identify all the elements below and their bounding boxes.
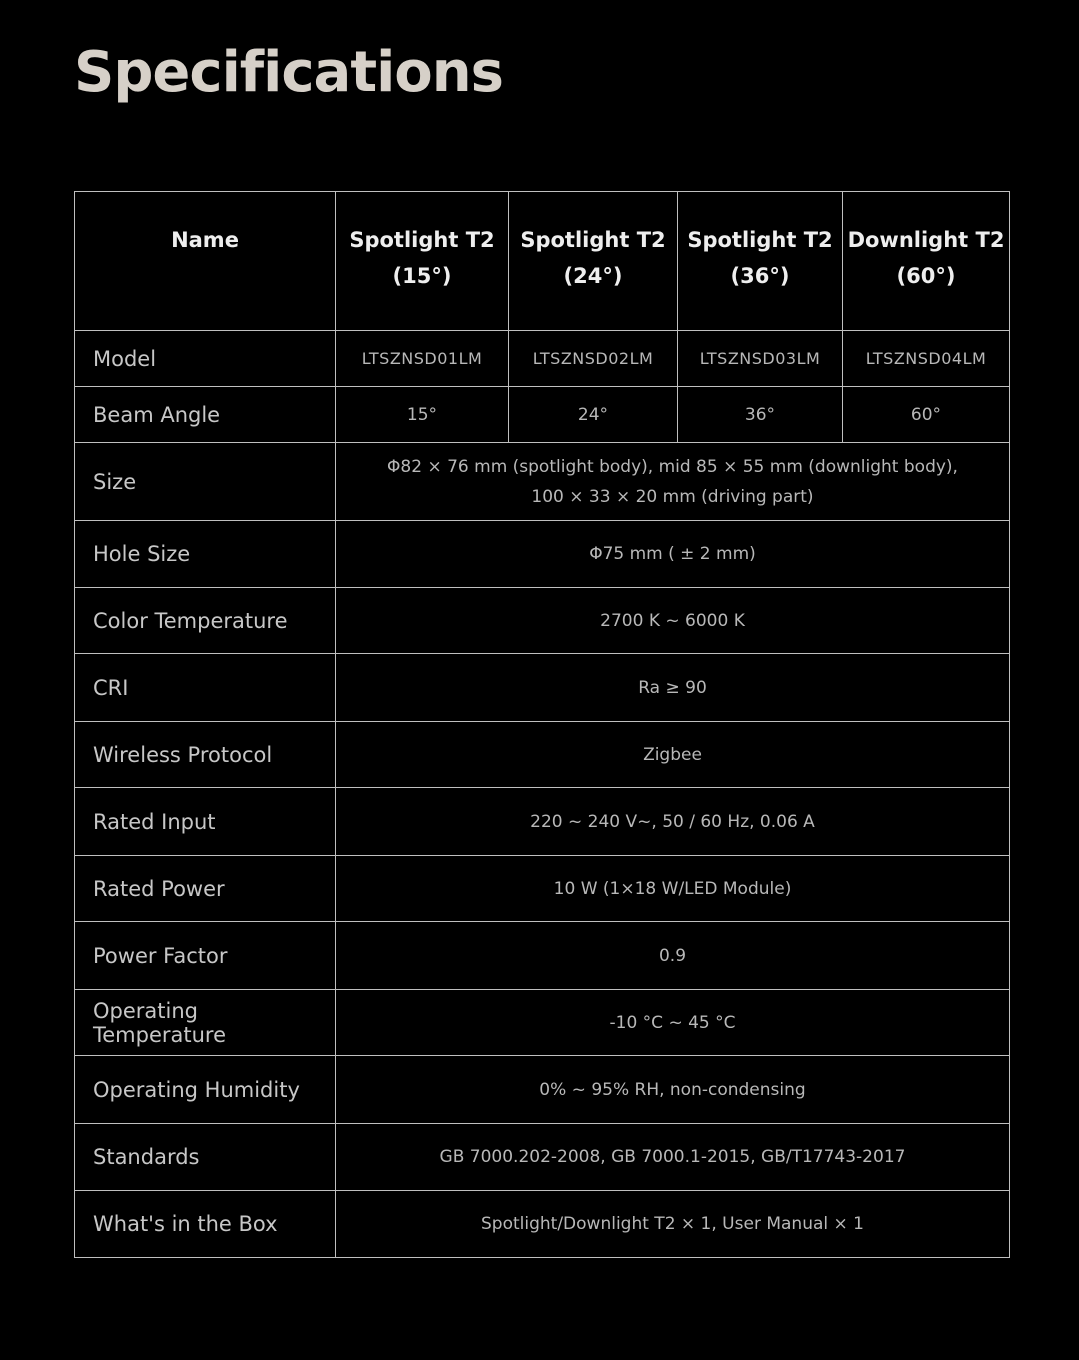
row-label: Size xyxy=(75,443,336,521)
row-value: 24° xyxy=(509,387,678,443)
header-model-spotlight-36 xyxy=(678,192,843,331)
row-label: Hole Size xyxy=(75,521,336,588)
row-label: Wireless Protocol xyxy=(75,722,336,788)
row-label: CRI xyxy=(75,654,336,722)
row-value: LTSZNSD02LM xyxy=(509,331,678,387)
row-value: Ra ≥ 90 xyxy=(336,654,1010,722)
table-row-operating-humidity xyxy=(75,1056,1010,1124)
table-row-color-temperature xyxy=(75,588,1010,654)
row-label: Standards xyxy=(75,1124,336,1191)
table-header-row xyxy=(75,192,1010,331)
table-row-beam-angle xyxy=(75,387,1010,443)
row-value: LTSZNSD01LM xyxy=(336,331,509,387)
row-value: LTSZNSD04LM xyxy=(843,331,1010,387)
header-model-spotlight-15 xyxy=(336,192,509,331)
header-model-angle: (24°) xyxy=(563,264,623,288)
row-label: Model xyxy=(75,331,336,387)
row-value: 0.9 xyxy=(336,922,1010,990)
row-value: Zigbee xyxy=(336,722,1010,788)
row-value: Spotlight/Downlight T2 × 1, User Manual × 1 xyxy=(336,1191,1010,1258)
row-value: GB 7000.202-2008, GB 7000.1-2015, GB/T17743-2017 xyxy=(336,1124,1010,1191)
row-value: 10 W (1×18 W/LED Module) xyxy=(336,856,1010,922)
header-name: Name xyxy=(75,192,336,331)
size-line-2: 100 × 33 × 20 mm (driving part) xyxy=(531,486,814,507)
header-model-angle: (60°) xyxy=(896,264,956,288)
header-model-downlight-60 xyxy=(843,192,1010,331)
row-label: Operating Humidity xyxy=(75,1056,336,1124)
row-value: 60° xyxy=(843,387,1010,443)
header-model-angle: (15°) xyxy=(392,264,452,288)
table-row-wireless-protocol xyxy=(75,722,1010,788)
table-row-size xyxy=(75,443,1010,521)
table-row-whats-in-the-box xyxy=(75,1191,1010,1258)
table-row-operating-temperature xyxy=(75,990,1010,1056)
row-label: Rated Input xyxy=(75,788,336,856)
row-value: 220 ~ 240 V~, 50 / 60 Hz, 0.06 A xyxy=(336,788,1010,856)
table-row-power-factor xyxy=(75,922,1010,990)
table-row-standards xyxy=(75,1124,1010,1191)
row-value: LTSZNSD03LM xyxy=(678,331,843,387)
size-line-1: Φ82 × 76 mm (spotlight body), mid 85 × 55 mm (downlight body), xyxy=(387,456,958,477)
header-model-name: Spotlight T2 xyxy=(349,228,495,252)
page-title: Specifications xyxy=(74,40,503,105)
header-model-name: Spotlight T2 xyxy=(687,228,833,252)
row-value xyxy=(336,443,1010,521)
row-value: -10 °C ~ 45 °C xyxy=(336,990,1010,1056)
header-model-spotlight-24 xyxy=(509,192,678,331)
table-row-rated-input xyxy=(75,788,1010,856)
table-row-rated-power xyxy=(75,856,1010,922)
row-label: Color Temperature xyxy=(75,588,336,654)
row-value: 2700 K ~ 6000 K xyxy=(336,588,1010,654)
header-model-name: Downlight T2 xyxy=(847,228,1005,252)
header-model-angle: (36°) xyxy=(730,264,790,288)
row-label: Rated Power xyxy=(75,856,336,922)
row-value: 15° xyxy=(336,387,509,443)
header-model-name: Spotlight T2 xyxy=(520,228,666,252)
row-value: 0% ~ 95% RH, non-condensing xyxy=(336,1056,1010,1124)
row-value: 36° xyxy=(678,387,843,443)
row-label: Beam Angle xyxy=(75,387,336,443)
row-label: What's in the Box xyxy=(75,1191,336,1258)
table-row-cri xyxy=(75,654,1010,722)
row-label: Operating Temperature xyxy=(75,990,336,1056)
specifications-table xyxy=(74,191,1010,1258)
row-value: Φ75 mm ( ± 2 mm) xyxy=(336,521,1010,588)
table-row-model xyxy=(75,331,1010,387)
row-label: Power Factor xyxy=(75,922,336,990)
table-row-hole-size xyxy=(75,521,1010,588)
